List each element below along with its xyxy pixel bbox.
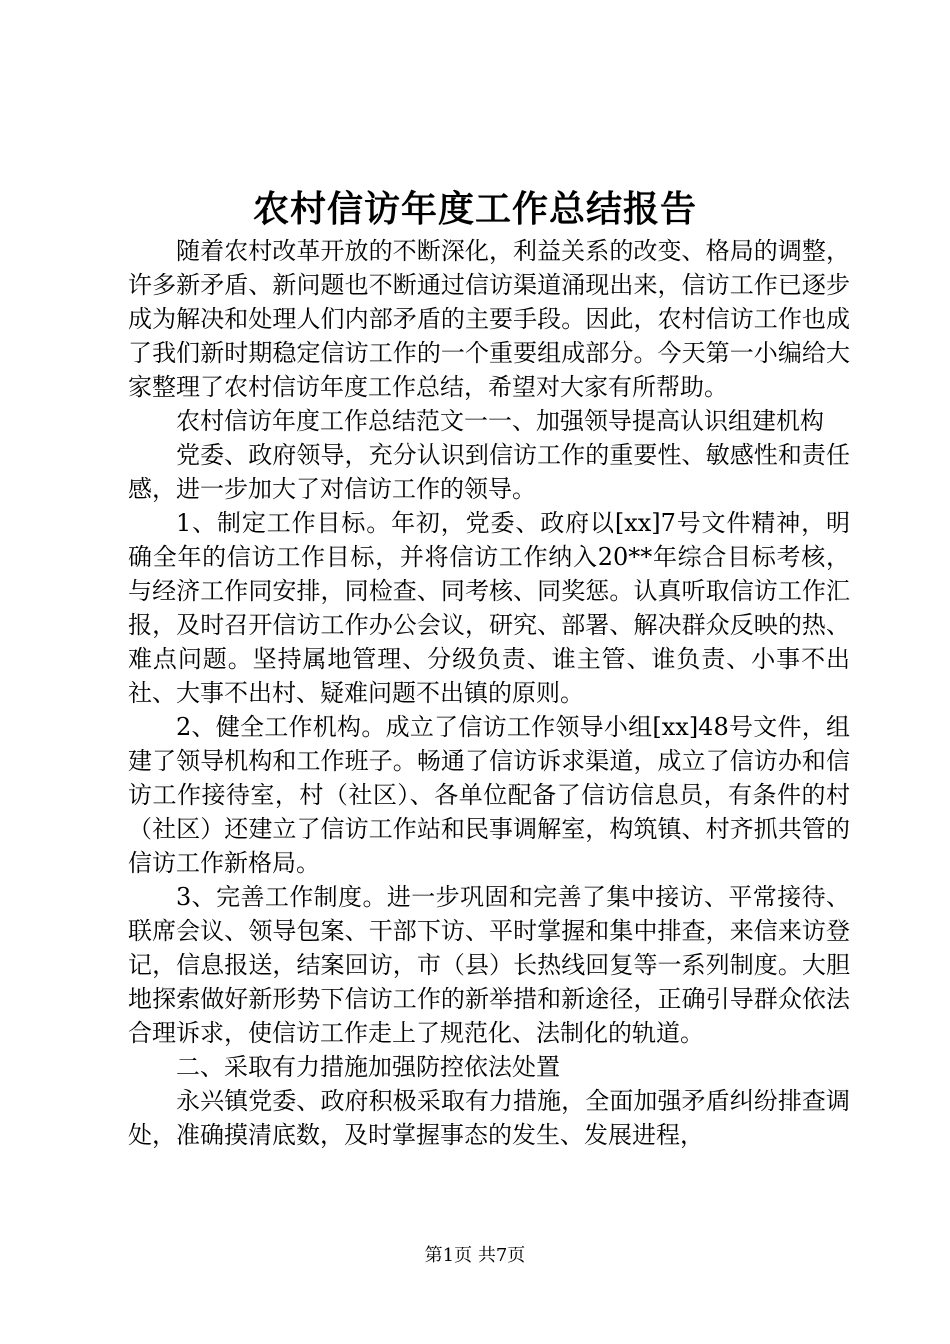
paragraph-intro: 随着农村改革开放的不断深化，利益关系的改变、格局的调整，许多新矛盾、新问题也不断通过信访渠道涌现出来，信访工作已逐步成为解决和处理人们内部矛盾的主要手段。因此，农村信访工作也成了我们新时期稳定信访工作的一个重要组成部分。今天第一小编给大家整理了农村信访年度工作总结，希望对大家有所帮助。 — [128, 237, 850, 401]
paragraph-section-1-heading: 农村信访年度工作总结范文一一、加强领导提高认识组建机构 — [176, 407, 824, 435]
paragraph-work-organization: 2、健全工作机构。成立了信访工作领导小组[xx]48号文件，组建了领导机构和工作班子。畅通了信访诉求渠道，成立了信访办和信访工作接待室，村（社区）、各单位配备了信访信息员，有条件的村（社区）还建立了信访工作站和民事调解室，构筑镇、村齐抓共管的信访工作新格局。 — [128, 713, 850, 877]
paragraph-work-system: 3、完善工作制度。进一步巩固和完善了集中接访、平常接待、联席会议、领导包案、干部下访、平时掌握和集中排查，来信来访登记，信息报送，结案回访，市（县）长热线回复等一系列制度。大胆地探索做好新形势下信访工作的新举措和新途径，正确引导群众依法合理诉求，使信访工作走上了规范化、法制化的轨道。 — [128, 883, 850, 1047]
page-number-footer: 第1页 共7页 — [424, 1245, 526, 1266]
paragraph-section-2-heading: 二、采取有力措施加强防控依法处置 — [176, 1053, 560, 1081]
document-body — [128, 234, 850, 1152]
document-title: 农村信访年度工作总结报告 — [252, 188, 697, 230]
paragraph-leadership: 党委、政府领导，充分认识到信访工作的重要性、敏感性和责任感，进一步加大了对信访工作的领导。 — [128, 441, 850, 503]
paragraph-work-goals: 1、制定工作目标。年初，党委、政府以[xx]7号文件精神，明确全年的信访工作目标，并将信访工作纳入20**年综合目标考核，与经济工作同安排，同检查、同考核、同奖惩。认真听取信访工作汇报，及时召开信访工作办公会议，研究、部署、解决群众反映的热、难点问题。坚持属地管理、分级负责、谁主管、谁负责、小事不出社、大事不出村、疑难问题不出镇的原则。 — [128, 509, 850, 707]
paragraph-measures: 永兴镇党委、政府积极采取有力措施，全面加强矛盾纠纷排查调处，准确摸清底数，及时掌握事态的发生、发展进程， — [128, 1087, 850, 1149]
